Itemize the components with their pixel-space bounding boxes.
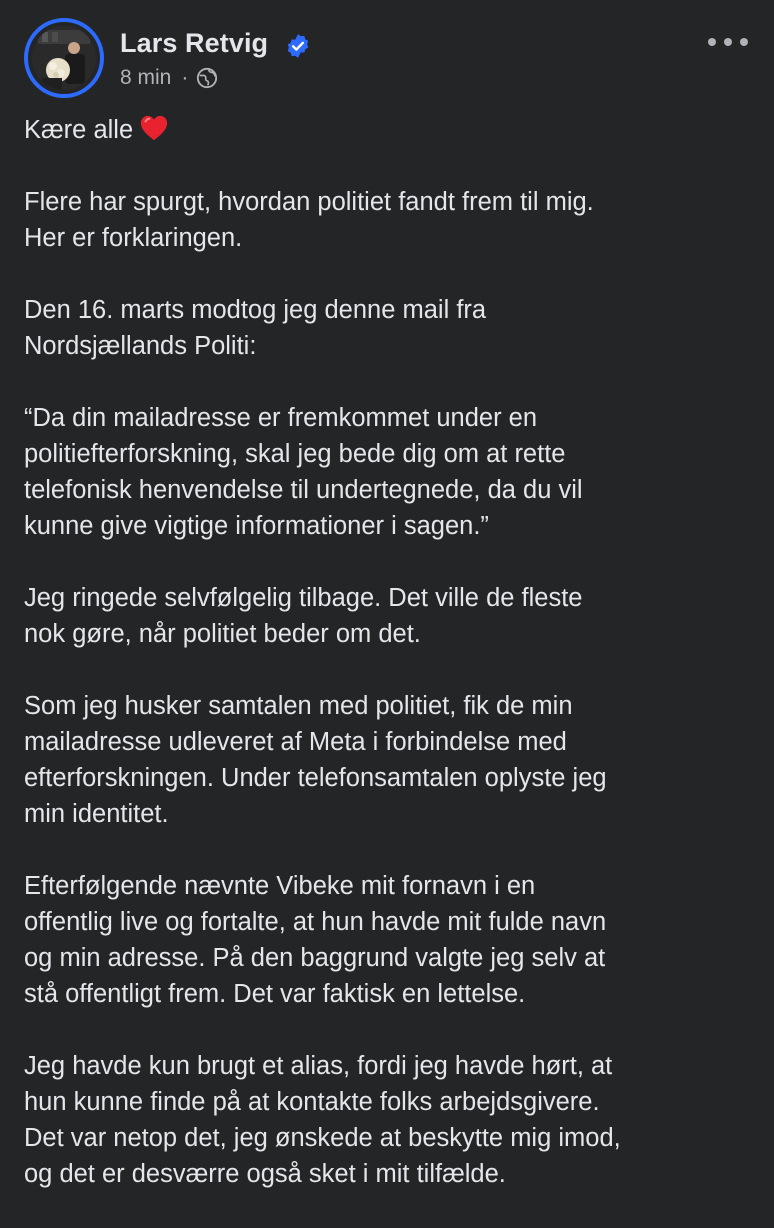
more-options-icon-dot: [724, 38, 732, 46]
post-header: [24, 18, 774, 98]
more-options-icon-dot: [708, 38, 716, 46]
greeting-text: Kære alle: [24, 116, 134, 144]
paragraph-4: Jeg ringede selvfølgelig tilbage. Det ville de fleste nok gøre, når politiet beder om det.: [24, 584, 583, 648]
globe-icon[interactable]: [196, 67, 218, 89]
paragraph-5: Som jeg husker samtalen med politiet, fik de min mailadresse udleveret af Meta i forbindelse med efterforskningen. Under telefonsamtalen oplyste jeg min identitet.: [24, 692, 607, 828]
paragraph-3-quote: “Da din mailadresse er fremkommet under en politiefterforskning, skal jeg bede dig om at rette telefonisk henvendelse til undertegnede, da du vil kunne give vigtige informationer i sagen.”: [24, 404, 583, 540]
heart-icon: [139, 113, 169, 143]
post-meta: [120, 66, 218, 90]
meta-separator: ·: [181, 66, 189, 89]
paragraph-7: Jeg havde kun brugt et alias, fordi jeg havde hørt, at hun kunne finde på at kontakte folks arbejdsgivere. Det var netop det, jeg ønskede at beskytte mig imod, og det er desværre også sket i mit tilfælde.: [24, 1052, 621, 1188]
more-options-button[interactable]: [708, 32, 748, 52]
post-timestamp[interactable]: 8 min: [120, 66, 172, 89]
greeting-paragraph: [24, 112, 754, 148]
profile-photo: [32, 26, 96, 90]
paragraph-6: Efterfølgende nævnte Vibeke mit fornavn i en offentlig live og fortalte, at hun havde mit fulde navn og min adresse. På den baggrund valgte jeg selv at stå offentligt frem. Det var faktisk en lettelse.: [24, 872, 607, 1008]
avatar[interactable]: [24, 18, 104, 98]
profile-photo-illustration: [32, 26, 96, 90]
more-options-icon-dot: [740, 38, 748, 46]
post-text: [24, 112, 754, 1228]
paragraph-2: Den 16. marts modtog jeg denne mail fra Nordsjællands Politi:: [24, 296, 487, 360]
paragraph-1: Flere har spurgt, hvordan politiet fandt frem til mig. Her er forklaringen.: [24, 188, 594, 252]
author-name[interactable]: Lars Retvig: [120, 28, 269, 58]
verified-badge-icon: [285, 33, 311, 59]
